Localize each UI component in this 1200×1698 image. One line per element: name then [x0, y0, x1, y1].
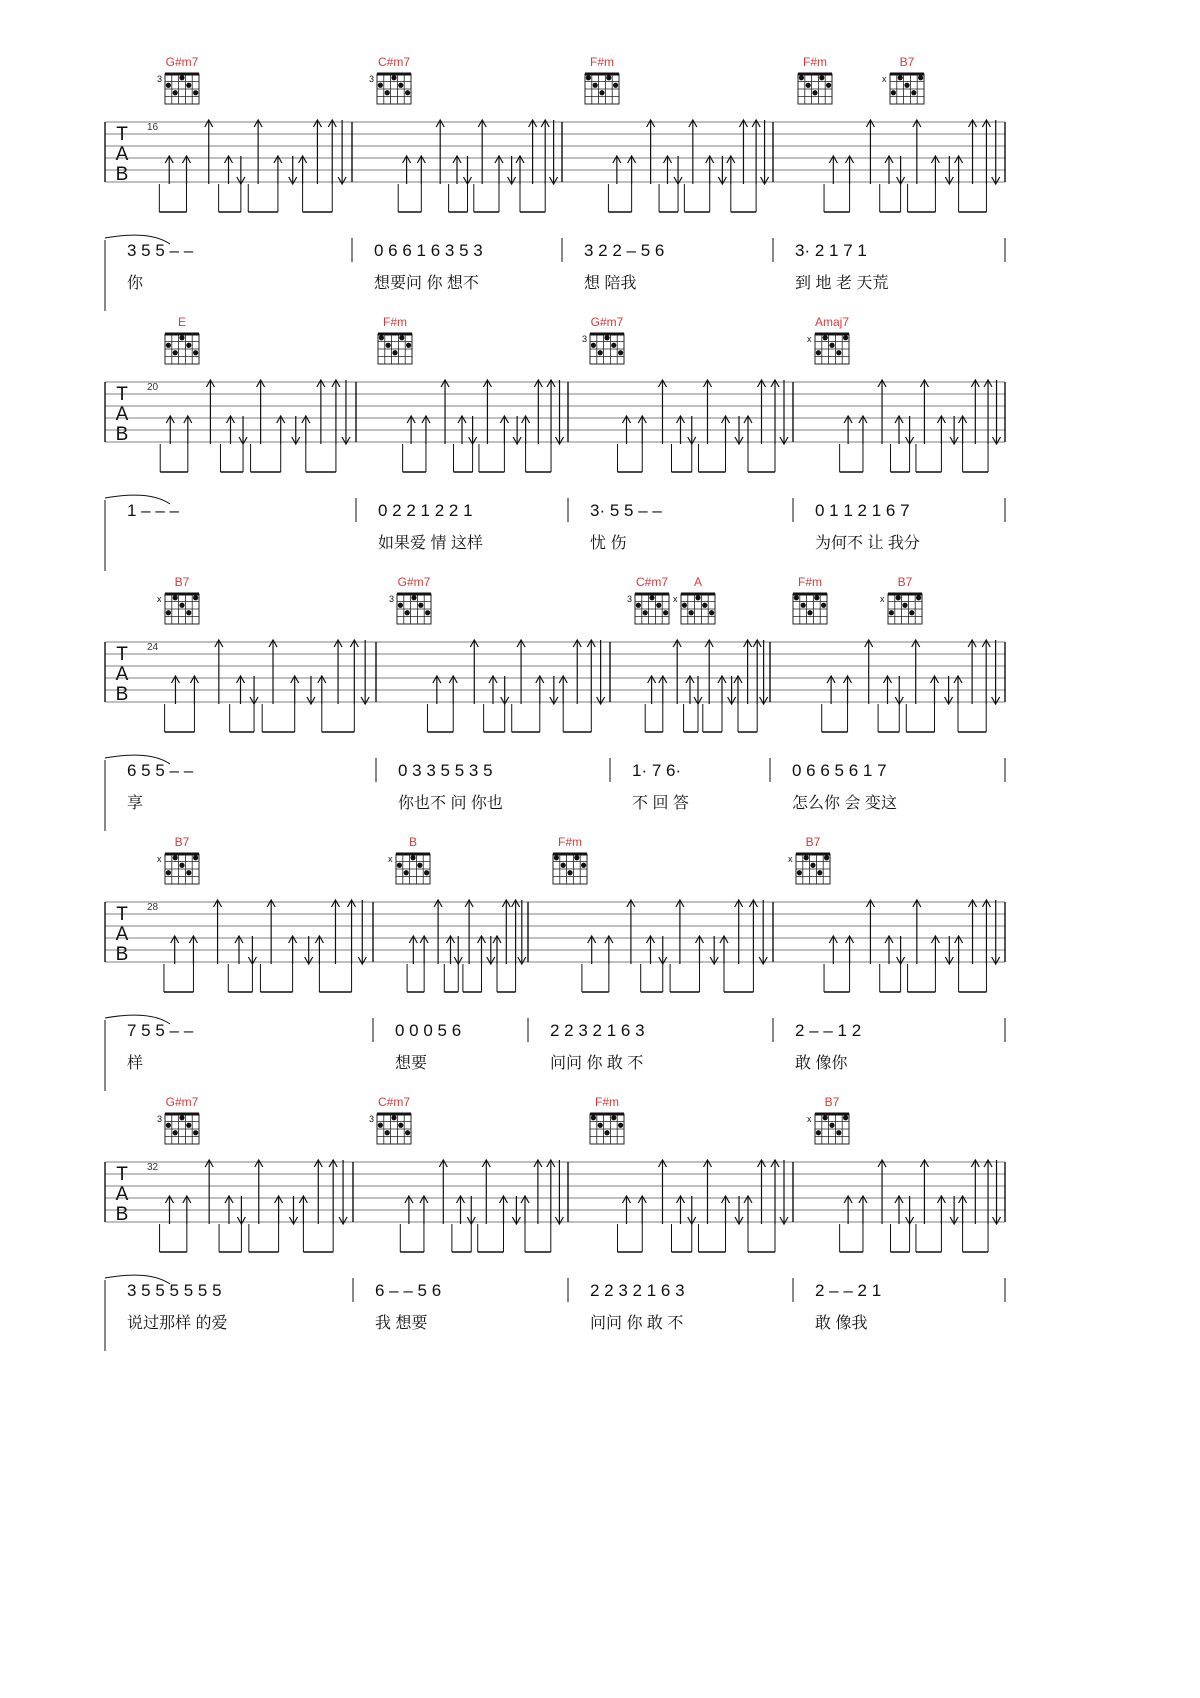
- chord-dot: [411, 595, 416, 600]
- chord-fret-label: 3: [389, 594, 395, 604]
- chord-dot: [425, 610, 430, 615]
- chord-dot: [186, 1123, 191, 1128]
- jianpu-notes: 0 2 2 1 2 2 1: [378, 501, 473, 520]
- chord-diagram: [582, 315, 624, 364]
- chord-dot: [836, 1130, 841, 1135]
- chord-fret-label: 3: [627, 594, 633, 604]
- chord-dot: [643, 610, 648, 615]
- chord-dot: [193, 350, 198, 355]
- chord-dot: [173, 90, 178, 95]
- score-system: [105, 1095, 1005, 1351]
- chord-dot: [586, 75, 591, 80]
- tab-clef: A: [115, 144, 129, 165]
- chord-dot: [424, 870, 429, 875]
- chord-name: E: [177, 315, 187, 329]
- chord-name: F#m: [383, 315, 407, 329]
- chord-dot: [823, 1115, 828, 1120]
- lyric: 想 陪我: [584, 275, 637, 292]
- chord-fret-label: x: [388, 854, 393, 864]
- chord-dot: [378, 83, 383, 88]
- chord-dot: [581, 863, 586, 868]
- chord-dot: [599, 90, 604, 95]
- chord-dot: [554, 855, 559, 860]
- chord-name: B7: [174, 835, 190, 849]
- chord-diagram: [798, 55, 832, 104]
- chord-dot: [598, 1123, 603, 1128]
- jianpu-notes: 0 1 1 2 1 6 7: [815, 501, 910, 520]
- chord-name: A: [693, 575, 703, 589]
- chord-diagram: [369, 1095, 411, 1144]
- chord-dot: [816, 350, 821, 355]
- chord-dot: [618, 1123, 623, 1128]
- chord-dot: [173, 595, 178, 600]
- chord-dot: [186, 343, 191, 348]
- lyric: 你: [127, 275, 144, 292]
- chord-dot: [663, 610, 668, 615]
- chord-dot: [636, 603, 641, 608]
- chord-name: F#m: [798, 575, 822, 589]
- chord-dot: [843, 1115, 848, 1120]
- tab-clef: B: [115, 424, 129, 445]
- chord-dot: [186, 610, 191, 615]
- chord-diagram: [157, 835, 199, 884]
- tab-clef: A: [115, 404, 129, 425]
- chord-fret-label: x: [807, 334, 812, 344]
- chord-dot: [166, 870, 171, 875]
- chord-dot: [794, 595, 799, 600]
- chord-dot: [397, 863, 402, 868]
- chord-dot: [821, 603, 826, 608]
- chord-dot: [823, 335, 828, 340]
- chord-dot: [418, 603, 423, 608]
- chord-dot: [392, 350, 397, 355]
- chord-diagram: [807, 1095, 849, 1144]
- chord-dot: [810, 863, 815, 868]
- chord-dot: [166, 343, 171, 348]
- chord-dot: [689, 610, 694, 615]
- chord-diagram: [793, 575, 827, 624]
- tab-clef: A: [115, 924, 129, 945]
- chord-dot: [695, 595, 700, 600]
- chord-fret-label: x: [157, 594, 162, 604]
- chord-dot: [405, 610, 410, 615]
- chord-dot: [801, 603, 806, 608]
- chord-dot: [561, 863, 566, 868]
- chord-name: B7: [824, 1095, 840, 1109]
- tab-clef: B: [115, 684, 129, 705]
- lyric: 忧 伤: [590, 535, 627, 552]
- lyric: 说过那样 的爱: [127, 1315, 228, 1332]
- chord-dot: [819, 75, 824, 80]
- chord-fret-label: x: [788, 854, 793, 864]
- chord-dot: [404, 870, 409, 875]
- chord-dot: [166, 83, 171, 88]
- chord-dot: [613, 83, 618, 88]
- chord-fret-label: 3: [369, 74, 375, 84]
- chord-dot: [593, 83, 598, 88]
- chord-dot: [417, 863, 422, 868]
- measure-number: 32: [147, 1162, 159, 1173]
- chord-name: F#m: [558, 835, 582, 849]
- chord-dot: [604, 335, 609, 340]
- chord-dot: [398, 83, 403, 88]
- jianpu-notes: 3 5 5 5 5 5 5: [127, 1281, 222, 1300]
- chord-dot: [193, 595, 198, 600]
- chord-name: B7: [805, 835, 821, 849]
- chord-dot: [604, 1130, 609, 1135]
- chord-name: Amaj7: [814, 315, 850, 329]
- jianpu-notes: 0 6 6 1 6 3 5 3: [374, 241, 483, 260]
- chord-dot: [824, 855, 829, 860]
- lyric: 为何不 让 我分: [815, 535, 920, 552]
- chord-dot: [379, 335, 384, 340]
- chord-name: B: [408, 835, 418, 849]
- tab-clef: B: [115, 164, 129, 185]
- chord-diagram: [627, 575, 669, 624]
- lyric: 不 回 答: [632, 795, 689, 812]
- chord-dot: [179, 863, 184, 868]
- chord-dot: [391, 75, 396, 80]
- tab-clef: T: [116, 904, 128, 925]
- chord-dot: [173, 350, 178, 355]
- chord-dot: [799, 75, 804, 80]
- lyric: 如果爱 情 这样: [378, 535, 483, 552]
- chord-fret-label: x: [882, 74, 887, 84]
- chord-name: G#m7: [590, 315, 624, 329]
- chord-dot: [916, 595, 921, 600]
- chord-name: G#m7: [165, 1095, 199, 1109]
- chord-dot: [398, 1123, 403, 1128]
- chord-dot: [902, 603, 907, 608]
- jianpu-notes: 3 5 5 – –: [127, 241, 194, 260]
- chord-name: B7: [174, 575, 190, 589]
- jianpu-notes: 1 – – –: [127, 501, 179, 520]
- chord-diagram: [378, 315, 412, 364]
- score-system: [105, 575, 1005, 831]
- jianpu-notes: 1· 7 6·: [632, 761, 682, 780]
- chord-name: G#m7: [397, 575, 431, 589]
- chord-name: F#m: [590, 55, 614, 69]
- chord-diagram: [880, 575, 922, 624]
- chord-diagram: [157, 575, 199, 624]
- chord-diagram: [788, 835, 830, 884]
- chord-fret-label: x: [673, 594, 678, 604]
- chord-dot: [591, 1115, 596, 1120]
- chord-dot: [896, 595, 901, 600]
- chord-dot: [173, 855, 178, 860]
- lyric: 怎么你 会 变这: [792, 795, 897, 812]
- chord-diagram: [369, 55, 411, 104]
- chord-dot: [804, 855, 809, 860]
- chord-name: C#m7: [377, 1095, 411, 1109]
- chord-dot: [385, 90, 390, 95]
- jianpu-notes: 2 – – 1 2: [795, 1021, 862, 1040]
- chord-diagram: [157, 55, 199, 104]
- chord-dot: [807, 610, 812, 615]
- chord-dot: [797, 870, 802, 875]
- measure-number: 24: [147, 642, 159, 653]
- chord-dot: [814, 595, 819, 600]
- lyric: 问问 你 敢 不: [550, 1055, 644, 1072]
- jianpu-notes: 0 3 3 5 5 3 5: [398, 761, 493, 780]
- measure-number: 20: [147, 382, 159, 393]
- chord-dot: [889, 610, 894, 615]
- chord-dot: [386, 343, 391, 348]
- measure-number: 16: [147, 122, 159, 133]
- lyric: 享: [127, 795, 144, 812]
- chord-dot: [567, 870, 572, 875]
- chord-dot: [817, 870, 822, 875]
- chord-dot: [179, 335, 184, 340]
- chord-dot: [186, 870, 191, 875]
- chord-dot: [410, 855, 415, 860]
- jianpu-notes: 0 6 6 5 6 1 7: [792, 761, 887, 780]
- tab-clef: T: [116, 384, 128, 405]
- chord-diagram: [882, 55, 924, 104]
- jianpu-notes: 3· 5 5 – –: [590, 501, 662, 520]
- chord-dot: [656, 603, 661, 608]
- jianpu-notes: 2 2 3 2 1 6 3: [590, 1281, 685, 1300]
- chord-dot: [806, 83, 811, 88]
- chord-name: G#m7: [165, 55, 199, 69]
- tab-clef: T: [116, 644, 128, 665]
- chord-dot: [843, 335, 848, 340]
- chord-fret-label: 3: [157, 74, 163, 84]
- chord-dot: [574, 855, 579, 860]
- chord-fret-label: 3: [369, 1114, 375, 1124]
- lyric: 你也不 问 你也: [398, 795, 503, 812]
- chord-diagram: [673, 575, 715, 624]
- chord-dot: [179, 603, 184, 608]
- lyric: 敢 像你: [795, 1055, 848, 1072]
- chord-dot: [909, 610, 914, 615]
- chord-diagram: [165, 315, 199, 364]
- chord-dot: [826, 83, 831, 88]
- chord-dot: [816, 1130, 821, 1135]
- score-system: [105, 315, 1005, 571]
- chord-dot: [193, 855, 198, 860]
- chord-name: F#m: [803, 55, 827, 69]
- chord-diagram: [807, 315, 849, 364]
- chord-dot: [836, 350, 841, 355]
- chord-dot: [702, 603, 707, 608]
- chord-dot: [618, 350, 623, 355]
- lyric: 到 地 老 天荒: [795, 275, 889, 292]
- chord-diagram: [553, 835, 587, 884]
- chord-dot: [398, 603, 403, 608]
- jianpu-notes: 6 – – 5 6: [375, 1281, 442, 1300]
- chord-fret-label: x: [157, 854, 162, 864]
- chord-dot: [606, 75, 611, 80]
- jianpu-notes: 2 2 3 2 1 6 3: [550, 1021, 645, 1040]
- chord-fret-label: 3: [157, 1114, 163, 1124]
- chord-dot: [598, 350, 603, 355]
- chord-dot: [611, 343, 616, 348]
- measure-number: 28: [147, 902, 159, 913]
- lyric: 问问 你 敢 不: [590, 1315, 684, 1332]
- tab-clef: T: [116, 1164, 128, 1185]
- chord-dot: [385, 1130, 390, 1135]
- chord-dot: [406, 343, 411, 348]
- chord-dot: [591, 343, 596, 348]
- chord-fret-label: 3: [582, 334, 588, 344]
- chord-diagram: [389, 575, 431, 624]
- chord-dot: [186, 83, 191, 88]
- chord-dot: [611, 1115, 616, 1120]
- chord-dot: [179, 1115, 184, 1120]
- jianpu-notes: 7 5 5 – –: [127, 1021, 194, 1040]
- chord-dot: [405, 1130, 410, 1135]
- jianpu-notes: 3 2 2 – 5 6: [584, 241, 665, 260]
- chord-dot: [193, 90, 198, 95]
- chord-dot: [179, 75, 184, 80]
- chord-diagram: [388, 835, 430, 884]
- chord-fret-label: x: [880, 594, 885, 604]
- chord-name: C#m7: [635, 575, 669, 589]
- chord-name: B7: [899, 55, 915, 69]
- chord-dot: [709, 610, 714, 615]
- chord-dot: [911, 90, 916, 95]
- jianpu-notes: 6 5 5 – –: [127, 761, 194, 780]
- chord-name: B7: [897, 575, 913, 589]
- chord-dot: [904, 83, 909, 88]
- chord-dot: [193, 1130, 198, 1135]
- chord-name: C#m7: [377, 55, 411, 69]
- chord-dot: [829, 343, 834, 348]
- score-system: [105, 835, 1005, 1091]
- lyric: 样: [127, 1055, 144, 1072]
- chord-dot: [649, 595, 654, 600]
- tab-clef: T: [116, 124, 128, 145]
- tab-clef: A: [115, 664, 129, 685]
- chord-dot: [918, 75, 923, 80]
- jianpu-notes: 2 – – 2 1: [815, 1281, 882, 1300]
- lyric: 想要: [395, 1055, 428, 1072]
- lyric: 我 想要: [375, 1315, 428, 1332]
- chord-diagram: [157, 1095, 199, 1144]
- chord-dot: [391, 1115, 396, 1120]
- chord-dot: [166, 610, 171, 615]
- chord-dot: [829, 1123, 834, 1128]
- tab-clef: B: [115, 944, 129, 965]
- chord-dot: [682, 603, 687, 608]
- chord-dot: [898, 75, 903, 80]
- chord-fret-label: x: [807, 1114, 812, 1124]
- lyric: 敢 像我: [815, 1315, 868, 1332]
- chord-name: F#m: [595, 1095, 619, 1109]
- jianpu-notes: 3· 2 1 7 1: [795, 241, 867, 260]
- chord-diagram: [585, 55, 619, 104]
- jianpu-notes: 0 0 0 5 6: [395, 1021, 462, 1040]
- score-system: [105, 55, 1005, 311]
- chord-dot: [891, 90, 896, 95]
- chord-dot: [166, 1123, 171, 1128]
- tab-clef: A: [115, 1184, 129, 1205]
- lyric: 想要问 你 想不: [374, 275, 479, 292]
- chord-dot: [405, 90, 410, 95]
- chord-diagram: [590, 1095, 624, 1144]
- chord-dot: [378, 1123, 383, 1128]
- chord-dot: [399, 335, 404, 340]
- chord-dot: [173, 1130, 178, 1135]
- chord-dot: [812, 90, 817, 95]
- tab-clef: B: [115, 1204, 129, 1225]
